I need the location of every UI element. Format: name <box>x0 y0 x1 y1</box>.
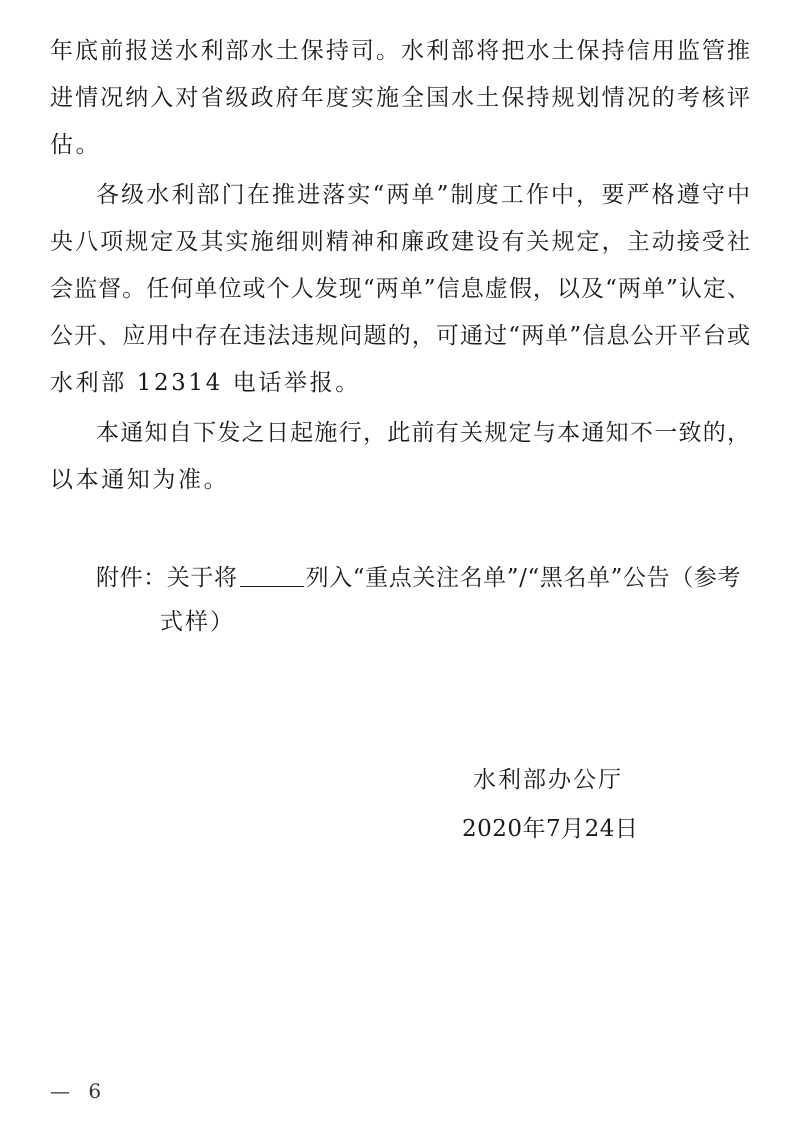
paragraph2-line-1: 各级水利部门在推进落实“两单”制度工作中，要严格遵守中 <box>96 182 750 208</box>
attachment-line-2: 式样） <box>160 609 235 635</box>
attachment-blank <box>240 566 304 587</box>
paragraph2-line-5: 水利部 12314 电话举报。 <box>50 370 361 396</box>
paragraph2-line-4: 公开、应用中存在违法违规问题的，可通过“两单”信息公开平台或 <box>50 323 750 349</box>
signature-organization: 水利部办公厅 <box>473 767 623 793</box>
paragraph2-line-3: 会监督。任何单位或个人发现“两单”信息虚假，以及“两单”认定、 <box>50 276 750 302</box>
signature-date: 2020年7月24日 <box>462 816 639 842</box>
attachment-line <box>96 563 756 593</box>
paragraph2-line-2: 央八项规定及其实施细则精神和廉政建设有关规定，主动接受社 <box>50 229 750 255</box>
paragraph3-line-2: 以本通知为准。 <box>50 467 230 493</box>
attachment-prefix: 附件：关于将 <box>96 565 238 591</box>
paragraph3-line-1: 本通知自下发之日起施行，此前有关规定与本通知不一致的， <box>96 420 750 446</box>
paragraph1-line-1: 年底前报送水利部水土保持司。水利部将把水土保持信用监管推 <box>50 38 750 64</box>
page-number: — 6 <box>50 1079 108 1103</box>
paragraph1-line-3: 估。 <box>50 132 102 158</box>
attachment-suffix: 列入“重点关注名单”/“黑名单”公告（参考 <box>305 565 741 591</box>
paragraph1-line-2: 进情况纳入对省级政府年度实施全国水土保持规划情况的考核评 <box>50 85 750 111</box>
